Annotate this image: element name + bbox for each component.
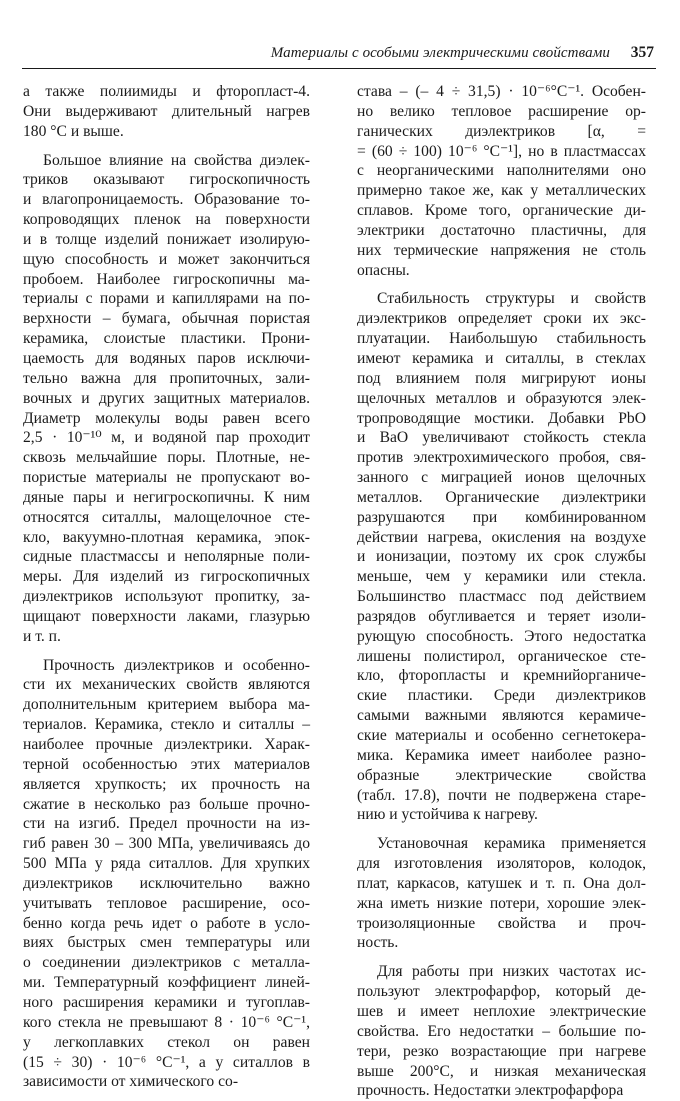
- text-line: = (60 ÷ 100) 10⁻⁶ °С⁻¹], но в пластмассах: [357, 142, 646, 160]
- text-line: виях быстрых смен температуры или: [23, 934, 310, 952]
- paragraph: [357, 82, 646, 280]
- text-line: сидные пластмассы и неполярные поли-: [23, 548, 310, 566]
- text-line: сквозь мельчайшие поры. Плотные, не-: [23, 449, 310, 467]
- paragraph: [23, 151, 310, 647]
- text-line: Большинство пластмасс под действием: [357, 588, 646, 606]
- text-line: диэлектриков используют пропитку, за-: [23, 588, 310, 606]
- text-line: Прочность диэлектриков и особенно-: [43, 656, 310, 674]
- text-line: верхности – бумага, обычная пористая: [23, 310, 310, 328]
- text-line: гиб равен 30 – 300 МПа, увеличиваясь до: [23, 835, 310, 853]
- text-line: (15 ÷ 30) · 10⁻⁶ °С⁻¹, а у ситаллов в: [23, 1053, 310, 1071]
- paragraph: [357, 962, 646, 1101]
- text-line: наиболее прочные диэлектрики. Харак-: [23, 736, 310, 753]
- text-line: имеют керамика и ситаллы, в стеклах: [357, 349, 646, 367]
- text-line: и BaO увеличивают стойкость стекла: [357, 429, 646, 447]
- text-line: электрики достаточно пластичны, для: [357, 221, 646, 239]
- text-line: но велико тепловое расширение ор-: [357, 102, 646, 120]
- text-line: кло, фторопласты и кремнийорганиче-: [357, 667, 646, 685]
- text-line: цаемость для водяных паров исключи-: [23, 349, 310, 367]
- text-line: самыми важными являются керамиче-: [357, 707, 646, 725]
- text-line: тери, резко возрастающие при нагреве: [357, 1042, 646, 1060]
- text-line: свойства. Его недостатки – большие по-: [357, 1022, 646, 1040]
- text-line: сжатие в несколько раз больше прочно-: [23, 795, 310, 813]
- text-line: диэлектриков исключительно важно: [23, 874, 310, 892]
- text-line: прочность. Недостатки электрофарфора: [357, 1082, 624, 1100]
- text-line: о соединении диэлектриков с металла-: [23, 954, 310, 972]
- text-line: ми. Температурный коэффициент линей-: [23, 974, 310, 992]
- text-line: ного расширения керамики и тугоплав-: [23, 993, 310, 1011]
- text-line: учитывать тепловое расширение, осо-: [23, 894, 310, 912]
- text-line: является хрупкость; их прочность на: [23, 775, 310, 793]
- text-line: под влиянием поля мигрируют ионы: [357, 369, 646, 387]
- text-line: пористые материалы не пропускают во-: [23, 469, 310, 487]
- text-line: щелочных металлов и образуются элек-: [357, 389, 646, 407]
- text-line: щищают поверхности лаками, глазурью: [23, 607, 310, 625]
- text-line: копроводящих пленок на поверхности: [23, 211, 310, 229]
- text-line: разрядов обугливается и теряет изоли-: [357, 607, 646, 625]
- text-line: меры. Для изделий из гигроскопичных: [23, 568, 310, 586]
- text-line: образные электрические свойства: [357, 766, 646, 784]
- text-line: против электрохимического пробоя, свя-: [357, 449, 646, 467]
- text-line: Диаметр молекулы воды равен всего: [23, 409, 310, 427]
- text-line: дополнительным критерием выбора ма-: [23, 696, 310, 714]
- text-line: керамика, слоистые пластики. Прони-: [23, 330, 310, 348]
- text-line: занного с миграцией ионов щелочных: [357, 469, 646, 487]
- text-line: с неорганическими наполнителями оно: [357, 162, 646, 180]
- text-line: Установочная керамика применяется: [377, 835, 646, 853]
- text-line: троизоляционные свойства и проч-: [357, 914, 646, 932]
- text-line: для изготовления изоляторов, колодок,: [357, 855, 646, 873]
- text-line: триков оказывают гигроскопичность: [23, 171, 310, 189]
- paragraph: [357, 834, 646, 953]
- text-line: металлов. Органические диэлектрики: [357, 488, 646, 506]
- text-line: Для работы при низких частотах ис-: [377, 963, 646, 981]
- text-line: териалы с порами и капиллярами на по-: [23, 290, 310, 308]
- text-line: лишены полистирол, органическое сте-: [357, 647, 646, 665]
- text-line: 500 МПа у ряда ситаллов. Для хрупких: [23, 855, 310, 873]
- right-column: [357, 82, 646, 1101]
- running-header: [22, 44, 656, 69]
- text-line: пробоем. Наиболее гигроскопичны ма-: [23, 270, 310, 288]
- text-line: и ионизации, поэтому их срок службы: [357, 548, 646, 566]
- text-line: сти на изгиб. Предел прочности на из-: [23, 815, 310, 833]
- text-line: сти их механических свойств являются: [23, 676, 310, 694]
- text-line: диэлектриков определяет сроки их экс-: [357, 310, 646, 328]
- text-line: у легкоплавких стекол он равен: [23, 1033, 310, 1051]
- text-line: Они выдерживают длительный нагрев: [23, 102, 310, 120]
- text-line: жна иметь низкие потери, хорошие элек-: [357, 894, 646, 912]
- text-line: ность.: [357, 934, 399, 952]
- text-line: Стабильность структуры и свойств: [377, 290, 646, 308]
- text-line: нию и устойчива к нагреву.: [357, 806, 538, 824]
- text-line: меньше, чем у керамики или стекла.: [357, 568, 646, 586]
- text-line: териалов. Керамика, стекло и ситаллы –: [23, 716, 310, 734]
- text-line: 2,5 · 10⁻¹⁰ м, и водяной пар проходит: [23, 429, 310, 447]
- text-line: става – (– 4 ÷ 31,5) · 10⁻⁶°С⁻¹. Особен-: [357, 83, 646, 100]
- text-line: ские материалы и особенно сегнетокера-: [357, 727, 646, 744]
- text-line: Большое влияние на свойства диэлек-: [43, 151, 310, 169]
- paragraph: [23, 82, 310, 142]
- paragraph: [23, 656, 310, 1093]
- text-line: тропроводящие мостики. Добавки PbO: [357, 409, 646, 427]
- text-line: 180 °С и выше.: [23, 122, 124, 140]
- text-line: а также полиимиды и фторопласт-4.: [23, 83, 310, 100]
- text-line: относятся ситаллы, малощелочное сте-: [23, 508, 310, 526]
- text-line: и т. п.: [23, 627, 61, 645]
- text-line: бенно когда речь идет о работе в усло-: [23, 914, 310, 932]
- text-line: тельно важна для пропиточных, зали-: [23, 369, 310, 387]
- text-line: пользуют электрофарфор, который де-: [357, 983, 646, 1001]
- paragraph: [357, 289, 646, 825]
- text-line: плуатации. Наибольшую стабильность: [357, 330, 646, 348]
- text-line: ские пластики. Среди диэлектриков: [357, 687, 646, 705]
- text-line: кого стекла не превышают 8 · 10⁻⁶ °С⁻¹,: [23, 1013, 310, 1031]
- text-line: рующую способность. Этого недостатка: [357, 627, 646, 645]
- page-number: 357: [630, 44, 654, 61]
- text-line: и влагопроницаемость. Образование то-: [23, 191, 310, 209]
- text-line: примерно такое же, как у металлических: [357, 182, 646, 200]
- text-line: действии нагрева, окисления на воздухе: [357, 528, 646, 546]
- running-title: Материалы с особыми электрическими свойствами: [270, 45, 610, 61]
- text-line: щую способность и может закончиться: [23, 250, 310, 268]
- text-line: кло, вакуумно-плотная керамика, эпок-: [23, 528, 310, 546]
- text-line: опасны.: [357, 261, 410, 279]
- text-line: сплавов. Кроме того, органические ди-: [357, 202, 646, 220]
- text-line: вочных и других защитных материалов.: [23, 389, 310, 407]
- text-line: терной особенностью этих материалов: [23, 755, 310, 773]
- text-line: и в толще изделий понижает изолирую-: [23, 230, 310, 248]
- text-line: разрушаются при комбинированном: [357, 508, 646, 526]
- text-line: дяные пары и негигроскопичны. К ним: [23, 488, 310, 506]
- text-line: ганических диэлектриков [α, =: [357, 122, 646, 140]
- text-line: мика. Керамика имеет наиболее разно-: [357, 746, 646, 764]
- text-line: шев и имеет неплохие электрические: [357, 1002, 646, 1020]
- text-line: (табл. 17.8), почти не подвержена старе-: [357, 786, 646, 804]
- text-line: них термические напряжения не столь: [357, 241, 646, 259]
- text-line: выше 200°С, и низкая механическая: [357, 1062, 646, 1080]
- text-line: зависимости от химического со-: [23, 1073, 239, 1091]
- text-line: плат, каркасов, катушек и т. п. Она дол-: [357, 874, 646, 892]
- left-column: [23, 82, 310, 1092]
